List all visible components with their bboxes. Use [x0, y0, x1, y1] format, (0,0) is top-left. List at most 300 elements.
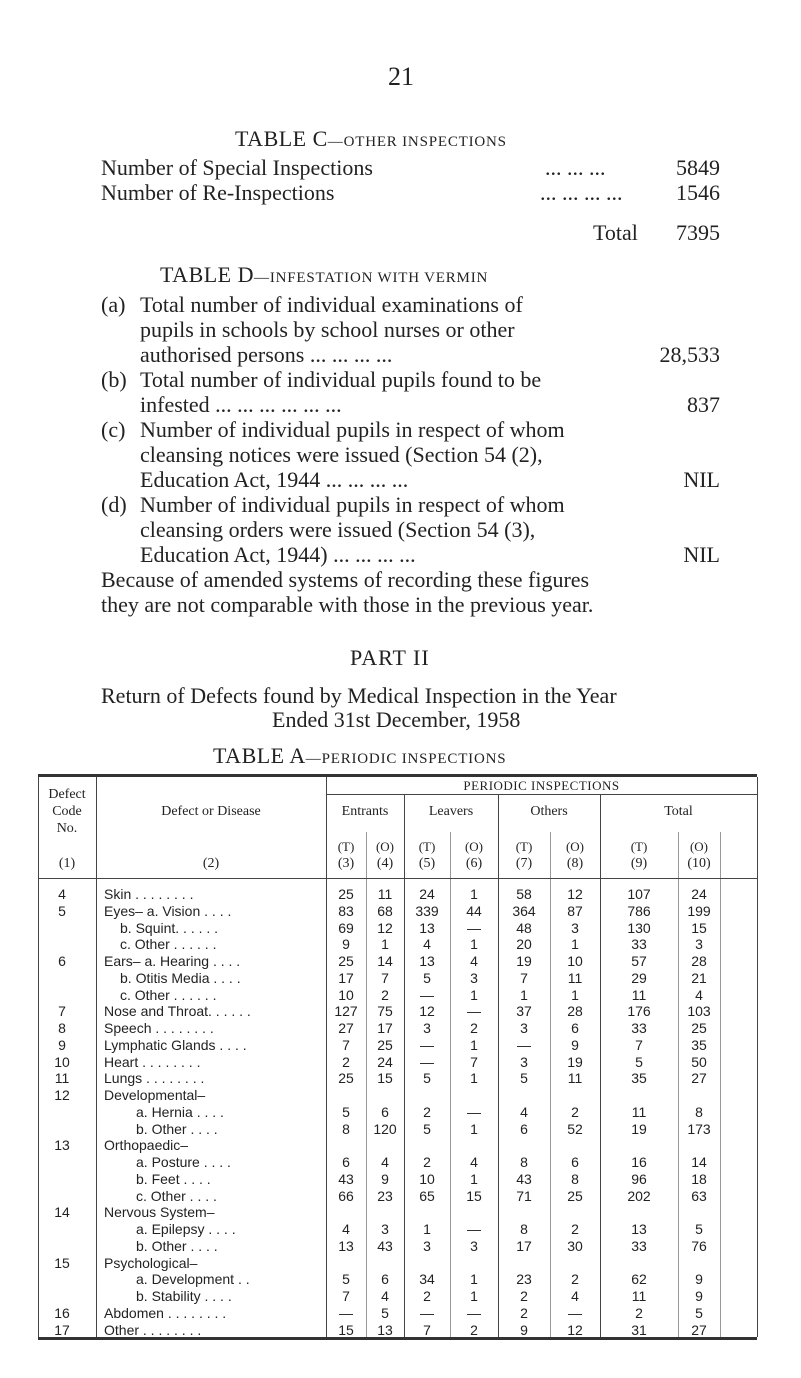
- row-value: 25: [567, 1187, 583, 1204]
- row-value: 120: [373, 1120, 397, 1137]
- header-sub-num: (4): [376, 856, 394, 871]
- row-value: 17: [377, 1020, 393, 1036]
- header-code-line: Defect: [48, 787, 86, 802]
- row-value: 96: [631, 1170, 647, 1187]
- row-value: 1: [470, 1120, 478, 1137]
- row-value: —: [420, 986, 434, 1003]
- row-value: 11: [631, 1288, 647, 1304]
- table-d-note-line: Because of amended systems of recording these figures: [101, 567, 590, 592]
- row-value: 48: [516, 919, 532, 936]
- header-code: [38, 786, 96, 837]
- row-value: 6: [381, 1103, 389, 1120]
- row-value: 9: [520, 1321, 528, 1338]
- row-value: 4: [470, 953, 478, 969]
- row-value: 12: [567, 886, 583, 902]
- row-value: 13: [377, 1321, 393, 1338]
- table-d-item-line: Total number of individual pupils found to be: [140, 367, 542, 392]
- row-code: 12: [54, 1087, 70, 1103]
- row-value: 6: [571, 1154, 579, 1170]
- row-value: 2: [342, 1053, 350, 1070]
- row-value: 339: [415, 902, 439, 919]
- row-label: a. Posture . . . .: [136, 1154, 231, 1170]
- row-code: 16: [54, 1304, 70, 1321]
- row-value: 8: [342, 1120, 350, 1137]
- row-value: 11: [567, 969, 583, 986]
- row-value: 1: [470, 1271, 478, 1288]
- row-value: 2: [381, 986, 389, 1003]
- row-value: 27: [691, 1070, 707, 1087]
- row-value: 3: [520, 1053, 528, 1070]
- row-value: 37: [516, 1003, 532, 1020]
- row-value: —: [467, 1221, 481, 1237]
- table-d-item-marker: (a): [101, 292, 126, 317]
- row-value: 10: [338, 986, 354, 1003]
- row-value: 9: [695, 1271, 703, 1288]
- row-value: 15: [377, 1070, 393, 1087]
- row-label: Nose and Throat. . . . . .: [104, 1003, 251, 1020]
- table-c-total-label: Total: [593, 220, 638, 245]
- row-value: 1: [571, 936, 579, 953]
- table-d-item-line: cleansing notices were issued (Section 54 (2),: [140, 442, 543, 467]
- row-value: 6: [342, 1154, 350, 1170]
- row-label: a. Epilepsy . . . .: [136, 1221, 236, 1237]
- header-sub-num: (5): [418, 856, 436, 871]
- row-label: Eyes– a. Vision . . . .: [104, 902, 232, 919]
- row-value: 71: [516, 1187, 532, 1204]
- row-code: 5: [58, 902, 66, 919]
- row-value: 43: [377, 1237, 393, 1254]
- row-value: 786: [627, 902, 651, 919]
- row-value: 8: [695, 1103, 703, 1120]
- row-value: 24: [419, 886, 435, 902]
- table-d-note-line: they are not comparable with those in the previous year.: [101, 592, 594, 617]
- row-code: 7: [58, 1003, 66, 1020]
- table-rule: [38, 878, 757, 879]
- row-value: 14: [377, 953, 393, 969]
- row-value: 24: [691, 886, 707, 902]
- row-value: 199: [687, 902, 711, 919]
- row-value: —: [517, 1036, 531, 1053]
- row-value: 35: [691, 1036, 707, 1053]
- table-d-item-line: cleansing orders were issued (Section 54 (3),: [140, 517, 536, 542]
- row-value: 2: [571, 1221, 579, 1237]
- table-d-title: [160, 262, 488, 288]
- row-value: 7: [470, 1053, 478, 1070]
- row-value: 3: [470, 969, 478, 986]
- row-label: b. Feet . . . .: [136, 1170, 211, 1187]
- row-value: 43: [516, 1170, 532, 1187]
- table-c-row-dots: ... ... ...: [545, 155, 606, 180]
- row-value: 18: [691, 1170, 707, 1187]
- header-leavers: Leavers: [428, 804, 474, 819]
- row-value: 5: [423, 969, 431, 986]
- row-value: 11: [567, 1070, 583, 1087]
- row-value: 5: [695, 1221, 703, 1237]
- header-code-line: Code: [52, 804, 82, 819]
- header-sub: (T): [515, 839, 533, 854]
- row-value: 69: [338, 919, 354, 936]
- row-value: 173: [687, 1120, 711, 1137]
- row-label: c. Other . . . .: [136, 1187, 217, 1204]
- row-value: 75: [377, 1003, 393, 1020]
- row-value: 9: [695, 1288, 703, 1304]
- row-value: 1: [571, 986, 579, 1003]
- row-value: 44: [466, 902, 482, 919]
- row-value: 27: [338, 1020, 354, 1036]
- table-c-row-value: 5849: [676, 155, 720, 180]
- header-sub: (O): [464, 839, 484, 854]
- row-code: 4: [58, 886, 66, 902]
- header-sub-num: (7): [515, 856, 533, 871]
- row-value: 35: [631, 1070, 647, 1087]
- row-value: 4: [695, 986, 703, 1003]
- row-value: 3: [423, 1237, 431, 1254]
- table-d-item-line: Total number of individual examinations of: [140, 292, 523, 317]
- row-code: 14: [54, 1204, 70, 1221]
- part-title: PART II: [350, 645, 430, 670]
- row-value: 66: [338, 1187, 354, 1204]
- row-label: Other . . . . . . . .: [104, 1321, 202, 1338]
- row-value: 8: [571, 1170, 579, 1187]
- row-value: 364: [512, 902, 536, 919]
- row-code: 8: [58, 1020, 66, 1036]
- row-code: 13: [54, 1137, 70, 1154]
- row-value: 33: [631, 936, 647, 953]
- table-d-item-line: Education Act, 1944 ... ... ... ...: [140, 467, 409, 492]
- table-d-item-line: infested ... ... ... ... ... ...: [140, 392, 342, 417]
- table-d-item-marker: (c): [101, 417, 126, 442]
- table-a-title-rest: —PERIODIC INSPECTIONS: [305, 751, 507, 767]
- row-value: 16: [631, 1154, 647, 1170]
- row-value: 13: [419, 919, 435, 936]
- table-d-item-value: NIL: [683, 542, 720, 567]
- row-label: Developmental–: [104, 1087, 206, 1103]
- table-c-row-label: Number of Special Inspections: [101, 155, 373, 180]
- table-d-item-line: authorised persons ... ... ... ...: [140, 342, 393, 367]
- row-value: 34: [419, 1271, 435, 1288]
- row-code: 17: [54, 1321, 70, 1338]
- row-value: 25: [338, 1070, 354, 1087]
- header-sub-num: (8): [566, 856, 584, 871]
- row-value: 2: [423, 1154, 431, 1170]
- row-value: 7: [342, 1288, 350, 1304]
- row-value: 2: [423, 1288, 431, 1304]
- table-d-item-marker: (d): [101, 492, 127, 517]
- table-c-row-value: 1546: [676, 180, 720, 205]
- row-value: 50: [691, 1053, 707, 1070]
- row-value: 23: [516, 1271, 532, 1288]
- row-value: 1: [470, 1288, 478, 1304]
- row-value: 13: [338, 1237, 354, 1254]
- row-value: 17: [338, 969, 354, 986]
- row-value: 4: [381, 1154, 389, 1170]
- header-sub: (T): [337, 839, 355, 854]
- row-value: 19: [567, 1053, 583, 1070]
- row-value: 15: [691, 919, 707, 936]
- header-sub-num: (10): [687, 856, 711, 871]
- row-value: 20: [516, 936, 532, 953]
- header-sub: (O): [689, 839, 709, 854]
- row-value: 11: [377, 886, 393, 902]
- row-value: 10: [419, 1170, 435, 1187]
- row-value: 2: [520, 1288, 528, 1304]
- row-value: 3: [423, 1020, 431, 1036]
- row-value: 5: [520, 1070, 528, 1087]
- table-d-title-rest: —INFESTATION WITH VERMIN: [254, 270, 489, 286]
- periodic-inspections-table: [38, 774, 758, 1378]
- row-value: 25: [691, 1020, 707, 1036]
- row-value: 1: [470, 1170, 478, 1187]
- row-value: 4: [520, 1103, 528, 1120]
- row-value: 202: [627, 1187, 651, 1204]
- row-value: 8: [520, 1221, 528, 1237]
- header-entrants: Entrants: [341, 804, 389, 819]
- row-value: —: [568, 1304, 582, 1321]
- header-others: Others: [530, 804, 568, 819]
- row-label: b. Stability . . . .: [136, 1288, 232, 1304]
- row-value: 9: [342, 936, 350, 953]
- row-value: 4: [423, 936, 431, 953]
- table-a-title: [213, 743, 506, 769]
- row-value: 10: [567, 953, 583, 969]
- table-rule: [720, 832, 721, 1337]
- row-value: —: [420, 1304, 434, 1321]
- table-d-title-main: TABLE D: [160, 262, 255, 287]
- row-label: Orthopaedic–: [104, 1137, 189, 1154]
- row-value: 5: [695, 1304, 703, 1321]
- table-c-total-value: 7395: [676, 220, 720, 245]
- row-code: 9: [58, 1036, 66, 1053]
- table-d-item-line: Education Act, 1944) ... ... ... ...: [140, 542, 416, 567]
- row-value: 4: [342, 1221, 350, 1237]
- row-value: 103: [687, 1003, 711, 1020]
- header-sub-num: (9): [630, 856, 648, 871]
- row-value: 9: [381, 1170, 389, 1187]
- table-c-title-main: TABLE C: [235, 126, 328, 151]
- row-value: 1: [423, 1221, 431, 1237]
- row-value: 6: [571, 1020, 579, 1036]
- row-value: 7: [381, 969, 389, 986]
- row-value: 12: [567, 1321, 583, 1338]
- row-value: 2: [470, 1321, 478, 1338]
- row-value: 11: [631, 986, 647, 1003]
- row-value: 5: [635, 1053, 643, 1070]
- row-value: —: [467, 1304, 481, 1321]
- row-value: 4: [470, 1154, 478, 1170]
- page-number: 21: [388, 62, 414, 91]
- row-value: —: [339, 1304, 353, 1321]
- row-value: 7: [635, 1036, 643, 1053]
- row-value: 11: [631, 1103, 647, 1120]
- row-value: 21: [691, 969, 707, 986]
- row-value: 28: [567, 1003, 583, 1020]
- table-c-row-label: Number of Re-Inspections: [101, 180, 335, 205]
- table-d-item-value: 837: [687, 392, 720, 417]
- row-code: 15: [54, 1254, 70, 1271]
- row-value: 87: [567, 902, 583, 919]
- row-label: c. Other . . . . . .: [120, 936, 217, 953]
- row-label: b. Otitis Media . . . .: [120, 969, 241, 986]
- row-label: Heart . . . . . . . .: [104, 1053, 201, 1070]
- row-value: 28: [691, 953, 707, 969]
- row-label: Nervous System–: [104, 1204, 215, 1221]
- row-value: 1: [470, 1070, 478, 1087]
- row-value: 2: [571, 1103, 579, 1120]
- row-value: 4: [571, 1288, 579, 1304]
- row-value: 3: [571, 919, 579, 936]
- row-value: —: [467, 919, 481, 936]
- row-value: 2: [470, 1020, 478, 1036]
- part-subtitle-line: Return of Defects found by Medical Inspection in the Year: [101, 683, 617, 708]
- row-value: 5: [423, 1070, 431, 1087]
- row-value: 5: [381, 1304, 389, 1321]
- row-value: 25: [377, 1036, 393, 1053]
- row-value: 76: [691, 1237, 707, 1254]
- row-value: 3: [381, 1221, 389, 1237]
- row-value: 17: [516, 1237, 532, 1254]
- header-sub: (O): [565, 839, 585, 854]
- table-a-title-main: TABLE A: [213, 743, 306, 768]
- row-label: b. Other . . . .: [136, 1237, 218, 1254]
- part-subtitle-line: Ended 31st December, 1958: [272, 707, 521, 732]
- row-value: 43: [338, 1170, 354, 1187]
- row-value: 58: [516, 886, 532, 902]
- row-label: b. Other . . . .: [136, 1120, 218, 1137]
- row-value: 3: [695, 936, 703, 953]
- row-label: Psychological–: [104, 1254, 198, 1271]
- row-value: 2: [520, 1304, 528, 1321]
- header-code-line: No.: [56, 821, 78, 836]
- header-group: PERIODIC INSPECTIONS: [463, 778, 620, 793]
- row-label: Abdomen . . . . . . . .: [104, 1304, 227, 1321]
- row-value: 1: [520, 986, 528, 1003]
- row-label: Speech . . . . . . . .: [104, 1020, 214, 1036]
- table-d-item-value: 28,533: [659, 342, 720, 367]
- row-value: 1: [470, 936, 478, 953]
- row-value: 3: [520, 1020, 528, 1036]
- table-rule: [326, 794, 757, 795]
- row-value: 2: [635, 1304, 643, 1321]
- row-value: —: [420, 1036, 434, 1053]
- row-label: a. Hernia . . . .: [136, 1103, 224, 1120]
- row-value: 15: [466, 1187, 482, 1204]
- header-sub-num: (6): [465, 856, 483, 871]
- row-value: —: [467, 1003, 481, 1020]
- row-value: 27: [691, 1321, 707, 1338]
- row-value: 130: [627, 919, 651, 936]
- header-sub: (O): [375, 839, 395, 854]
- row-value: —: [467, 1103, 481, 1120]
- row-value: 23: [377, 1187, 393, 1204]
- row-value: 1: [470, 986, 478, 1003]
- table-d-item-line: pupils in schools by school nurses or other: [140, 317, 515, 342]
- row-code: 10: [54, 1053, 70, 1070]
- row-code: 6: [58, 953, 66, 969]
- table-c-row-dots: ... ... ... ...: [540, 180, 623, 205]
- row-value: 8: [520, 1154, 528, 1170]
- row-value: 7: [423, 1321, 431, 1338]
- row-value: 1: [470, 886, 478, 902]
- row-value: 63: [691, 1187, 707, 1204]
- row-value: 176: [627, 1003, 651, 1020]
- row-value: 30: [567, 1237, 583, 1254]
- table-d-item-value: NIL: [683, 467, 720, 492]
- row-value: 9: [571, 1036, 579, 1053]
- row-value: 33: [631, 1020, 647, 1036]
- row-value: 19: [516, 953, 532, 969]
- header-total: Total: [664, 804, 693, 819]
- header-disease-num: (2): [202, 856, 220, 871]
- row-value: 4: [381, 1288, 389, 1304]
- row-value: 13: [631, 1221, 647, 1237]
- row-label: b. Squint. . . . . .: [120, 919, 219, 936]
- row-value: 31: [631, 1321, 647, 1338]
- row-value: 19: [631, 1120, 647, 1137]
- table-d-item-line: Number of individual pupils in respect of whom: [140, 492, 565, 517]
- row-value: 107: [627, 886, 651, 902]
- row-value: 127: [334, 1003, 358, 1020]
- row-value: 83: [338, 902, 354, 919]
- header-sub: (T): [630, 839, 648, 854]
- row-value: 62: [631, 1271, 647, 1288]
- row-value: 6: [520, 1120, 528, 1137]
- header-sub-num: (3): [337, 856, 355, 871]
- row-value: 29: [631, 969, 647, 986]
- row-value: 33: [631, 1237, 647, 1254]
- row-value: 1: [381, 936, 389, 953]
- row-value: 7: [342, 1036, 350, 1053]
- table-d-item-line: Number of individual pupils in respect of whom: [140, 417, 565, 442]
- row-code: 11: [54, 1070, 70, 1087]
- row-value: 2: [423, 1103, 431, 1120]
- table-c-title-rest: —OTHER INSPECTIONS: [327, 134, 507, 150]
- table-c-title: [235, 126, 507, 152]
- row-value: 57: [631, 953, 647, 969]
- row-value: —: [420, 1053, 434, 1070]
- row-value: 1: [470, 1036, 478, 1053]
- row-label: Skin . . . . . . . .: [104, 886, 194, 902]
- row-value: 5: [342, 1271, 350, 1288]
- row-value: 52: [567, 1120, 583, 1137]
- table-rule: [757, 777, 758, 1337]
- row-label: a. Development . .: [136, 1271, 250, 1288]
- row-value: 15: [338, 1321, 354, 1338]
- row-label: Ears– a. Hearing . . . .: [104, 953, 241, 969]
- table-d-item-marker: (b): [101, 367, 127, 392]
- header-code-num: (1): [58, 856, 76, 871]
- row-value: 2: [571, 1271, 579, 1288]
- header-disease: Defect or Disease: [161, 804, 261, 819]
- row-label: c. Other . . . . . .: [120, 986, 217, 1003]
- row-value: 3: [470, 1237, 478, 1254]
- row-value: 7: [520, 969, 528, 986]
- row-value: 68: [377, 902, 393, 919]
- row-label: Lymphatic Glands . . . .: [104, 1036, 247, 1053]
- row-value: 24: [377, 1053, 393, 1070]
- row-value: 25: [338, 953, 354, 969]
- header-sub: (T): [418, 839, 436, 854]
- row-value: 12: [419, 1003, 435, 1020]
- row-value: 5: [342, 1103, 350, 1120]
- row-value: 5: [423, 1120, 431, 1137]
- row-value: 12: [377, 919, 393, 936]
- row-value: 25: [338, 886, 354, 902]
- row-value: 65: [419, 1187, 435, 1204]
- row-value: 14: [691, 1154, 707, 1170]
- row-label: Lungs . . . . . . . .: [104, 1070, 205, 1087]
- row-value: 6: [381, 1271, 389, 1288]
- row-value: 13: [419, 953, 435, 969]
